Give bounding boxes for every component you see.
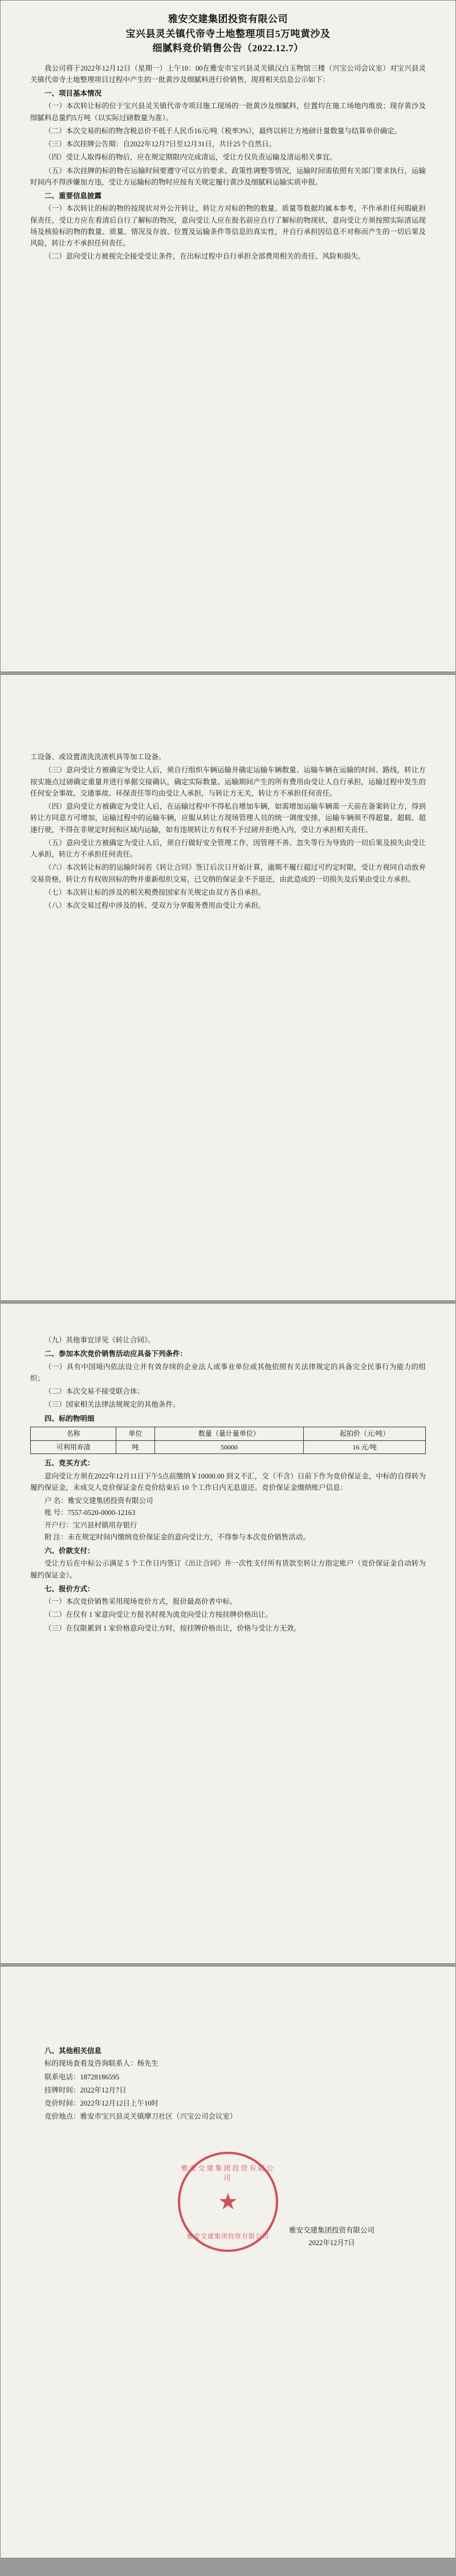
section-1-para-4: （四）受让人取得标的物后，应在规定期限内完成清运，受让方仅负责运输及清运相关事宜。	[44, 153, 337, 162]
document-title	[30, 12, 426, 56]
section-bidding-heading: 七、报价方式：	[44, 1584, 95, 1593]
section-1-para-2: （二）本次交易的标的物含税总价不低于人民币16元/吨（税率3%），最终以转让方地磅计量数量与结算单价确定。	[44, 126, 402, 135]
signature-date: 2022年12月7日	[308, 2239, 355, 2247]
table-cell-unit: 吨	[116, 1440, 154, 1454]
section-1-para-3: （三）本次挂牌公告期：自2022年12月7日至12月31日，共计25个自然日。	[44, 140, 276, 148]
section-2-para-2: （二）意向受让方被视完全接受受让条件，在出标过程中自行承担全部费用相关的责任、风险和损失。	[44, 252, 365, 261]
pre-stamp-spacer	[30, 2124, 426, 2147]
title-line-3: 细腻料竞价销售公告（2022.12.7）	[152, 43, 304, 54]
section-payment-heading: 六、价款支付：	[44, 1547, 95, 1555]
listing-date: 挂牌时间：2022年12月7日	[44, 2086, 127, 2094]
table-cell-price: 16 元/吨	[304, 1440, 426, 1454]
bidding-para-2: （二）在仅有 1 家意向受让方报名时视为流竞向受让方按挂牌价格出让。	[44, 1611, 273, 1619]
bidding-datetime: 竞价时间：2022年12月12日上午10时	[44, 2099, 159, 2107]
page2-para-3: （四）意向受让方被确定为受让人后，在运输过程中不得私自增加车辆，如需增加运输车辆需一天前在备案转让方，得到转让方同意方可增加，运输过程中的运输车辆，应服从转让方现场管理人员的统一调度安排，运输车辆须不得超量、超载、超速行驶，不得在非规定时间和区域内运输，如有违规转让方有权不予过磅并拒绝入内，受让方承担相关责任。	[30, 802, 426, 834]
intro-paragraph: 我公司将于2022年12月12日（星期一）上午10：00在雅安市宝兴县灵关镇汉白玉物馆三楼（兴宝公司会议室）对宝兴县灵关镇代帝寺土地整理项目过程中产生的一批黄沙及细腻料进行价销售，现将相关信息公示如下：	[30, 64, 426, 84]
seal-star-icon: ★	[218, 2188, 238, 2214]
section-deposit-heading: 五、竞买方式：	[44, 1459, 95, 1468]
table-header-unit: 单位	[116, 1427, 154, 1440]
table-row	[31, 1440, 426, 1454]
page3-sec9: （九）其他事宜详见《转让合同》。	[44, 1336, 155, 1344]
page2-para-4: （五）意向受让方被确定为受让人后，须自行做好安全管理工作，因管理不善、忽失等行为导致的一切后果及损失由受让人承担，转让方不承担任何责任。	[30, 838, 426, 858]
seal-area	[30, 2147, 426, 2255]
title-line-2: 宝兴县灵关镇代帝寺土地整理项目5万吨黄沙及	[125, 28, 331, 39]
table-header-name: 名称	[31, 1427, 116, 1440]
section-items-heading: 四、标的物明细	[44, 1414, 95, 1423]
signature-company: 雅安交建集团投资有限公司	[288, 2226, 374, 2234]
contact-phone: 联系电话：18728186595	[44, 2073, 120, 2081]
table-cell-quantity: 50000	[154, 1440, 304, 1454]
page2-para-7: （八）本次交易过程中涉及的转、受双方分享服务费用由受让方承担。	[44, 902, 266, 910]
participation-item-3: （三）国家相关法律法规规定的其他条件。	[44, 1400, 180, 1409]
sheet-2-top-margin	[30, 683, 426, 751]
bidding-para-3: （三）在仅限累到 1 家价格意向受让方时，按挂牌价格出让，价格与受让方无效。	[44, 1624, 302, 1632]
table-header-price: 起拍价（元/吨）	[304, 1427, 426, 1440]
table-header-row	[31, 1427, 426, 1440]
bank-account-number: 账 号：7557-0520-0000-12163	[44, 1509, 136, 1517]
section-1-heading: 一、项目基本情况	[44, 89, 102, 97]
bank-account-name: 户 名：雅安交建集团投资有限公司	[44, 1497, 153, 1505]
section-2-para-1: （一）本次转让的标的物的按现状对外公开转让，转让方对标的物的数量、质量等数据均属本参考，不作承担任何瑕疵担保责任，受让方应在看清后自行了解标的物况，意向受让人应在报名前应自行了解标的物现状，意向受让方须按照实际清运现场及核验标的物的数量、质量、情况及存放、位置及运输条件等信息的真实性，并自行承担因信息不对称而产生的一切后果及风险，转让方不承担任何责任。	[30, 204, 426, 247]
title-line-1: 雅安交建集团投资有限公司	[168, 14, 288, 24]
section-other-info-heading: 八、其他相关信息	[44, 2047, 102, 2055]
document-sheet-4	[0, 1966, 456, 2558]
participation-item-1: （一）具有中国境内依法设立并有效存续的企业法人或事业单位或其他依照有关法律规定的具备完全民事行为能力的组织；	[30, 1362, 426, 1382]
section-1-para-5: （五）本次挂牌的标的物在运输时间要遵守可以方的要求、政策性调整等情况，运输时间需依照有关部门要求执行，运输时间内不得涉嫌加方违，受让方运输标的物时应按有关规定履行黄沙及细腻料运输实质申报。	[30, 166, 426, 186]
seal-bottom-text: 雅安交建集团投资有限公司	[187, 2233, 269, 2240]
bank-details-block	[30, 1495, 426, 1543]
participation-item-2: （二）本次交易不接受联合体；	[44, 1387, 145, 1395]
section-participation-heading: 二、参加本次竞价销售活动应具备下列条件：	[44, 1350, 188, 1358]
deposit-para-1: 意向受让方须在2022年12月11日下午5点前缴纳￥10000.00 到义不汇，交（不含）日前下作为竞价保证金，中标的自得转为履约保证金，未成交人竞价保证金在竞价结束后 10 个工作日内无息退还。竞价保证金缴纳账户信息：	[30, 1472, 426, 1492]
sheet-4-top-margin	[30, 1975, 426, 2043]
page2-para-6: （七）本次转让标的涉及的相关税费按国家有关规定由双方各自承担。	[44, 888, 266, 896]
payment-para-1: 受让方后在中标公示满足 5 个工作日内签订《出让合同》并一次性支付所有货款至转让方指定账户（竞价保证金自动转为履约保证金）。	[30, 1559, 426, 1579]
table-header-quantity: 数量（量计量单位）	[154, 1427, 304, 1440]
bidding-para-1: （一）本次竞价销售采用现场竞价方式，报价最高价者中标。	[44, 1598, 237, 1606]
document-sheet-2	[0, 674, 456, 1301]
bank-branch: 开户行：宝兴县村镇用存银行	[44, 1521, 137, 1529]
bidding-location: 竞价地点：雅安市宝兴县灵关镇摩刀社区（兴宝公司会议室）	[44, 2112, 237, 2121]
contact-person: 标的现场查看及咨询联系人：杨先生	[44, 2059, 159, 2068]
sheet-3-top-margin	[30, 1312, 426, 1334]
signature-block	[289, 2224, 374, 2250]
table-cell-name: 可利用弃渣	[31, 1440, 116, 1454]
page2-para-5: （六）本次转让标的的运输时间若《转让合同》签订后次日开始计算，逾期不履行超过可约定时限，受让方视同自动放弃交易资格，转让方有权收回标的物并重新组织交易，已交纳的保证金不予退还，由此造成的一切损失及后果由受让方承担。	[30, 863, 426, 883]
items-table	[30, 1427, 426, 1455]
bank-note: 附 注：未在规定时间内缴纳竞价保证金的意向受让方，不得参与本次竞价销售活动。	[44, 1533, 310, 1541]
company-seal-icon	[178, 2152, 278, 2252]
section-2-heading: 二、重要信息披露	[44, 192, 102, 200]
page2-para-1: 工设备、或设置渣洗洗渣机具等加工设备。	[30, 753, 166, 761]
seal-top-text: 雅安交建集团投资有限公司	[181, 2164, 275, 2182]
section-1-para-1: （一）本次转让标的位于宝兴县灵关镇代帝寺项目施工现场的一批黄沙及细腻料，位置均在施工场地内堆放；现存黄沙及细腻料总量约5万吨（以实际过磅数量为准）。	[30, 102, 426, 122]
document-sheet-3	[0, 1303, 456, 1964]
document-sheet-1	[0, 0, 456, 672]
page2-para-2: （三）意向受让方被确定为受让人后，须自行组织车辆运输并确定运输车辆数量、运输车辆在运输的时间、路线，转让方按实施点过磅确定重量并进行单据交接确认，确定实际数量。运输期间产生的所有费用由受让人自行承担，运输过程中发生的任何安全事故、交通事故、环保责任等均由受让人承担，与转让方无关，转让方不承担任何责任。	[30, 766, 426, 797]
